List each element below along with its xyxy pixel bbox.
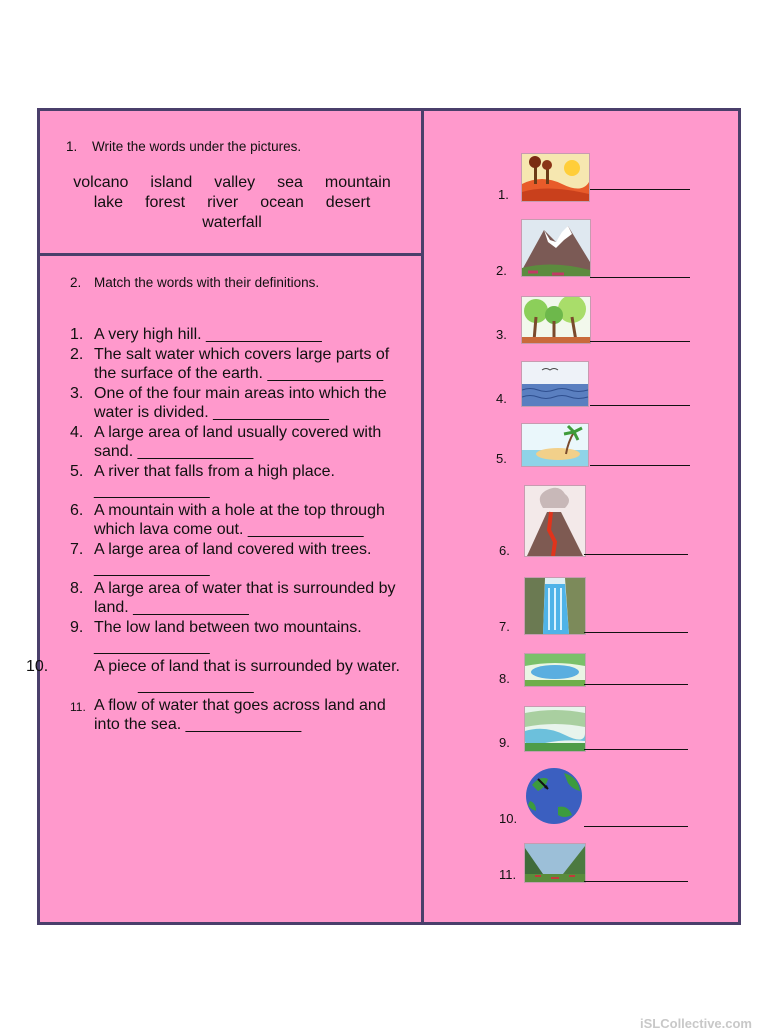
answer-line[interactable]	[584, 554, 688, 555]
picture-number: 11.	[499, 867, 517, 882]
answer-line[interactable]	[584, 684, 688, 685]
word-valley: valley	[214, 174, 256, 191]
definition-item	[70, 423, 415, 462]
forest-picture-icon	[521, 296, 591, 344]
definitions-list	[26, 325, 415, 735]
answer-line[interactable]	[584, 826, 688, 827]
volcano-picture-icon	[524, 485, 586, 557]
answer-line[interactable]	[590, 405, 690, 406]
word-island: island	[150, 174, 193, 191]
picture-number: 3.	[496, 327, 507, 342]
picture-number: 1.	[498, 187, 509, 202]
definition-text[interactable]: A large area of water that is surrounded by land. _____________	[94, 579, 396, 616]
definition-text[interactable]: A flow of water that goes across land and into the sea. _____________	[94, 696, 386, 733]
word-ocean: ocean	[260, 194, 304, 211]
answer-line[interactable]	[590, 277, 690, 278]
valley-picture-icon	[524, 843, 586, 883]
answer-line[interactable]	[584, 632, 688, 633]
definition-number: 7.	[70, 540, 84, 558]
picture-number: 4.	[496, 391, 507, 406]
word-lake: lake	[93, 194, 124, 211]
word-sea: sea	[277, 174, 303, 191]
definition-number: 8.	[70, 579, 84, 597]
definition-item	[70, 462, 415, 501]
definition-number: 9.	[70, 618, 84, 636]
word-bank	[48, 173, 416, 233]
definition-item: 10. A piece of land that is surrounded by water. _____________	[26, 657, 400, 694]
desert-picture-icon	[521, 153, 590, 202]
definition-item	[70, 540, 415, 579]
definition-number: 1.	[70, 326, 84, 343]
word-mountain: mountain	[324, 174, 391, 191]
lake-picture-icon	[524, 653, 586, 687]
word-bank-row	[48, 173, 416, 193]
definition-text[interactable]: A river that falls from a high place. _____________	[94, 462, 335, 499]
definition-text[interactable]: A piece of land that is surrounded by water. _____________	[94, 657, 400, 694]
definition-number: 2.	[70, 345, 84, 363]
definition-item	[70, 345, 415, 384]
section-divider	[40, 253, 421, 256]
definition-item	[70, 325, 415, 345]
definition-number: 3.	[70, 384, 84, 402]
definition-text[interactable]: A large area of land usually covered with sand. _____________	[94, 423, 382, 460]
definition-text[interactable]: A very high hill. _____________	[94, 326, 322, 343]
waterfall-picture-icon	[524, 577, 586, 635]
definition-item	[70, 384, 415, 423]
definition-number: 11.	[70, 699, 86, 714]
definition-text[interactable]: One of the four main areas into which the water is divided. _____________	[94, 384, 387, 421]
definition-text[interactable]: The low land between two mountains. _____________	[94, 618, 362, 655]
word-waterfall: waterfall	[202, 214, 262, 231]
section1-instruction	[66, 139, 301, 154]
definition-number: 6.	[70, 501, 84, 519]
picture-number: 7.	[499, 619, 510, 634]
picture-number: 2.	[496, 263, 507, 278]
picture-number: 8.	[499, 671, 510, 686]
mountain-picture-icon	[521, 219, 591, 277]
picture-number: 10.	[499, 811, 518, 826]
pictures-column	[424, 111, 741, 922]
section1-number: 1.	[66, 139, 78, 154]
watermark: iSLCollective.com	[640, 1016, 752, 1031]
answer-line[interactable]	[590, 341, 690, 342]
ocean-globe-picture-icon	[524, 767, 584, 825]
word-desert: desert	[325, 194, 371, 211]
picture-number: 5.	[496, 451, 507, 466]
definition-text[interactable]: A mountain with a hole at the top through which lava come out. _____________	[94, 501, 385, 538]
definition-item	[70, 501, 415, 540]
answer-line[interactable]	[590, 465, 690, 466]
word-forest: forest	[145, 194, 186, 211]
definition-number: 5.	[70, 462, 84, 480]
section2-number: 2.	[70, 275, 82, 290]
word-volcano: volcano	[73, 174, 129, 191]
sea-picture-icon	[521, 361, 589, 407]
river-picture-icon	[524, 706, 586, 752]
picture-number: 6.	[499, 543, 510, 558]
definition-item	[70, 579, 415, 618]
answer-line[interactable]	[584, 749, 688, 750]
word-bank-row	[48, 193, 416, 213]
section2-instruction	[70, 275, 319, 290]
definition-item	[70, 618, 415, 657]
definition-number: 4.	[70, 423, 84, 441]
answer-line[interactable]	[590, 189, 690, 190]
definition-item	[70, 696, 415, 735]
section1-instruction-text: Write the words under the pictures.	[92, 139, 302, 154]
word-river: river	[207, 194, 239, 211]
island-picture-icon	[521, 423, 589, 467]
word-bank-row	[48, 213, 416, 233]
definition-text[interactable]: The salt water which covers large parts of the surface of the earth. _____________	[94, 345, 390, 382]
answer-line[interactable]	[584, 881, 688, 882]
section2-instruction-text: Match the words with their definitions.	[94, 275, 320, 290]
definition-text[interactable]: A large area of land covered with trees. _____________	[94, 540, 372, 577]
picture-number: 9.	[499, 735, 510, 750]
worksheet	[26, 108, 741, 925]
